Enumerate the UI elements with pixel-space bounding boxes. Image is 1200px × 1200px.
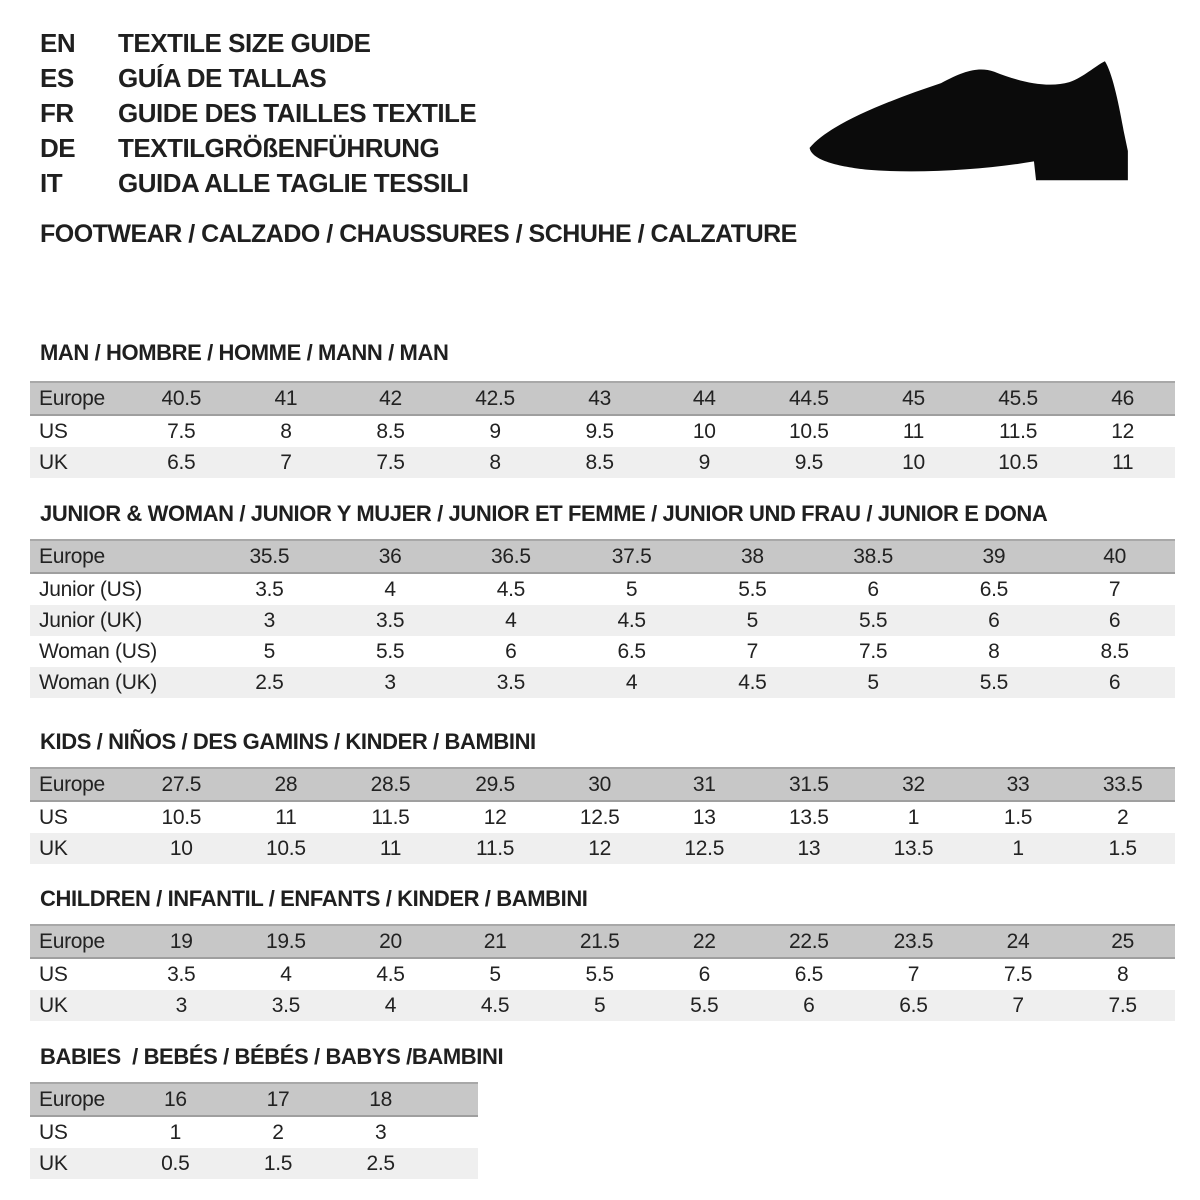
size-row	[30, 667, 1175, 698]
size-row	[30, 833, 1175, 864]
size-cell: 44	[652, 382, 757, 415]
size-cell: 31.5	[757, 768, 862, 801]
row-label: UK	[30, 990, 129, 1021]
size-cell: 39	[934, 540, 1055, 573]
size-cell: 7	[1108, 577, 1121, 601]
size-cell: 8.5	[547, 447, 652, 478]
size-cell: 4	[571, 667, 692, 698]
size-cell: 43	[547, 382, 652, 415]
size-cell: 6	[698, 962, 710, 986]
size-cell: 33	[966, 768, 1071, 801]
size-cell: 38.5	[813, 540, 934, 573]
size-cell: 6.5	[129, 447, 234, 478]
size-cell: 3.5	[255, 577, 284, 601]
size-cell: 22	[652, 925, 757, 958]
size-cell: 9.5	[585, 419, 614, 443]
size-row	[30, 990, 1175, 1021]
size-cell: 8.5	[376, 419, 405, 443]
language-label: GUIDE DES TAILLES TEXTILE	[118, 98, 477, 128]
size-cell: 8.5	[1100, 639, 1129, 663]
size-row	[30, 447, 1175, 478]
size-cell: 3	[330, 667, 451, 698]
size-cell: 28.5	[338, 768, 443, 801]
size-cell: 10	[129, 833, 234, 864]
size-cell: 9.5	[757, 447, 862, 478]
size-cell: 12	[483, 805, 507, 829]
size-cell: 10	[861, 447, 966, 478]
size-cell: 44.5	[757, 382, 862, 415]
size-cell: 4.5	[443, 990, 548, 1021]
size-cell: 40.5	[129, 382, 234, 415]
size-row	[30, 1083, 478, 1116]
size-cell: 1.5	[227, 1148, 330, 1179]
row-label: UK	[30, 1148, 124, 1179]
size-cell: 6	[934, 605, 1055, 636]
row-label: US	[39, 419, 68, 443]
spacer-cell	[432, 1083, 478, 1116]
size-cell: 10.5	[966, 447, 1071, 478]
size-cell: 8	[988, 639, 1000, 663]
size-cell: 40	[1054, 540, 1175, 573]
size-row	[30, 801, 1175, 833]
size-cell: 22.5	[757, 925, 862, 958]
spacer-cell	[432, 1148, 478, 1179]
size-cell: 4	[338, 990, 443, 1021]
size-table-kids	[30, 767, 1175, 864]
language-label: GUÍA DE TALLAS	[118, 63, 327, 93]
size-cell: 24	[966, 925, 1071, 958]
size-cell: 7.5	[167, 419, 196, 443]
language-code: FR	[40, 98, 74, 128]
row-label: Europe	[30, 768, 129, 801]
size-cell: 45	[861, 382, 966, 415]
row-label: US	[39, 805, 68, 829]
size-cell: 8	[443, 447, 548, 478]
size-cell: 2	[1116, 805, 1129, 829]
size-cell: 7.5	[1003, 962, 1033, 986]
language-label: TEXTILE SIZE GUIDE	[118, 28, 371, 58]
size-row	[30, 540, 1175, 573]
size-cell: 12	[547, 833, 652, 864]
size-cell: 36.5	[451, 540, 572, 573]
size-cell: 4.5	[496, 577, 526, 601]
size-cell: 2.5	[329, 1148, 432, 1179]
size-cell: 32	[861, 768, 966, 801]
size-cell: 27.5	[129, 768, 234, 801]
size-cell: 10.5	[161, 805, 202, 829]
size-row	[30, 1116, 478, 1148]
size-row	[30, 636, 1175, 667]
size-cell: 10.5	[234, 833, 339, 864]
size-cell: 1.5	[1070, 833, 1175, 864]
size-cell: 8	[1116, 962, 1129, 986]
size-cell: 3	[129, 990, 234, 1021]
language-row-es	[40, 61, 476, 96]
language-code: ES	[40, 63, 74, 93]
row-label: Woman (UK)	[30, 667, 209, 698]
size-cell: 4	[384, 577, 396, 601]
size-cell: 21	[443, 925, 548, 958]
size-cell: 11.5	[371, 805, 410, 829]
size-cell: 30	[547, 768, 652, 801]
language-list	[40, 26, 476, 201]
size-cell: 7	[966, 990, 1071, 1021]
size-cell: 13.5	[789, 805, 829, 829]
size-cell: 25	[1070, 925, 1175, 958]
language-row-de	[40, 131, 476, 166]
section-title-kids: KIDS / NIÑOS / DES GAMINS / KINDER / BAMBINI	[40, 729, 536, 754]
size-cell: 13.5	[861, 833, 966, 864]
size-cell: 1	[907, 805, 920, 829]
size-cell: 11	[275, 805, 297, 829]
size-cell: 12.5	[652, 833, 757, 864]
size-cell: 4	[451, 605, 572, 636]
size-cell: 9	[652, 447, 757, 478]
shoe-icon	[795, 52, 1155, 202]
size-cell: 6.5	[979, 577, 1009, 601]
row-label: Europe	[30, 1083, 124, 1116]
size-cell: 45.5	[966, 382, 1071, 415]
size-cell: 7	[907, 962, 920, 986]
size-cell: 38	[692, 540, 813, 573]
size-cell: 6	[757, 990, 862, 1021]
size-cell: 1	[169, 1120, 182, 1144]
size-cell: 19	[129, 925, 234, 958]
size-cell: 42.5	[443, 382, 548, 415]
size-cell: 5	[625, 577, 638, 601]
language-row-en	[40, 26, 476, 61]
size-cell: 5	[813, 667, 934, 698]
size-cell: 6.5	[617, 639, 646, 663]
size-table-babies	[30, 1082, 478, 1179]
size-cell: 5.5	[813, 605, 934, 636]
size-cell: 11	[1070, 447, 1175, 478]
size-cell: 12.5	[579, 805, 620, 829]
row-label: Junior (US)	[39, 577, 142, 601]
size-cell: 46	[1070, 382, 1175, 415]
language-row-fr	[40, 96, 476, 131]
size-cell: 29.5	[443, 768, 548, 801]
size-cell: 41	[234, 382, 339, 415]
section-title-junior-woman: JUNIOR & WOMAN / JUNIOR Y MUJER / JUNIOR ET FEMME / JUNIOR UND FRAU / JUNIOR E DONA	[40, 501, 1048, 526]
size-cell: 5	[547, 990, 652, 1021]
size-cell: 10	[692, 419, 716, 443]
row-label: UK	[30, 833, 129, 864]
size-cell: 5	[489, 962, 501, 986]
size-cell: 28	[234, 768, 339, 801]
size-cell: 5.5	[934, 667, 1055, 698]
size-cell: 2	[272, 1120, 284, 1144]
size-cell: 4	[280, 962, 292, 986]
row-label: Europe	[30, 382, 129, 415]
size-cell: 5.5	[585, 962, 614, 986]
language-code: EN	[40, 28, 76, 58]
row-label: US	[39, 962, 68, 986]
category-heading: FOOTWEAR / CALZADO / CHAUSSURES / SCHUHE / CALZATURE	[40, 220, 797, 248]
size-cell: 13	[692, 805, 716, 829]
size-cell: 11.5	[998, 419, 1038, 443]
size-cell: 5	[263, 639, 276, 663]
size-table-children	[30, 924, 1175, 1021]
size-cell: 5.5	[375, 639, 405, 663]
size-cell: 42	[338, 382, 443, 415]
size-cell: 18	[329, 1083, 432, 1116]
size-cell: 5.5	[738, 577, 767, 601]
size-cell: 37.5	[571, 540, 692, 573]
row-label: Europe	[30, 925, 129, 958]
section-title-man: MAN / HOMBRE / HOMME / MANN / MAN	[40, 340, 449, 365]
size-cell: 35.5	[209, 540, 330, 573]
size-cell: 3	[209, 605, 330, 636]
spacer-cell	[432, 1116, 478, 1148]
row-label: US	[39, 1120, 68, 1144]
size-cell: 31	[652, 768, 757, 801]
size-cell: 17	[227, 1083, 330, 1116]
size-cell: 7.5	[858, 639, 888, 663]
size-cell: 13	[757, 833, 862, 864]
size-cell: 23.5	[861, 925, 966, 958]
size-row	[30, 573, 1175, 605]
size-row	[30, 605, 1175, 636]
row-label: Junior (UK)	[30, 605, 209, 636]
size-cell: 36	[330, 540, 451, 573]
size-cell: 3.5	[330, 605, 451, 636]
size-row	[30, 1148, 478, 1179]
size-cell: 11	[338, 833, 443, 864]
size-cell: 3.5	[167, 962, 196, 986]
size-table-junior-woman	[30, 539, 1175, 698]
size-table-man	[30, 381, 1175, 478]
size-cell: 4.5	[692, 667, 813, 698]
size-cell: 7.5	[338, 447, 443, 478]
language-label: GUIDA ALLE TAGLIE TESSILI	[118, 168, 469, 198]
size-cell: 9	[489, 419, 501, 443]
size-cell: 3.5	[451, 667, 572, 698]
size-cell: 6	[1054, 667, 1175, 698]
size-cell: 33.5	[1070, 768, 1175, 801]
size-row	[30, 958, 1175, 990]
size-cell: 4.5	[376, 962, 405, 986]
size-cell: 21.5	[547, 925, 652, 958]
size-cell: 5.5	[652, 990, 757, 1021]
size-cell: 11.5	[443, 833, 548, 864]
size-row	[30, 925, 1175, 958]
size-row	[30, 415, 1175, 447]
size-cell: 3.5	[234, 990, 339, 1021]
size-cell: 3	[374, 1120, 387, 1144]
size-cell: 7	[234, 447, 339, 478]
size-cell: 1.5	[1003, 805, 1033, 829]
size-cell: 10.5	[789, 419, 829, 443]
size-cell: 11	[902, 419, 925, 443]
row-label: UK	[30, 447, 129, 478]
size-cell: 0.5	[124, 1148, 227, 1179]
size-row	[30, 768, 1175, 801]
size-cell: 5	[692, 605, 813, 636]
size-cell: 16	[124, 1083, 227, 1116]
size-cell: 8	[280, 419, 292, 443]
size-cell: 7	[746, 639, 759, 663]
section-title-babies: BABIES / BEBÉS / BÉBÉS / BABYS /BAMBINI	[40, 1044, 504, 1069]
size-cell: 6.5	[794, 962, 823, 986]
size-cell: 20	[338, 925, 443, 958]
row-label: Europe	[30, 540, 209, 573]
size-cell: 12	[1111, 419, 1135, 443]
size-row	[30, 382, 1175, 415]
size-cell: 6	[867, 577, 879, 601]
size-cell: 19.5	[234, 925, 339, 958]
size-cell: 1	[966, 833, 1071, 864]
language-code: IT	[40, 168, 63, 198]
size-cell: 6	[1054, 605, 1175, 636]
language-code: DE	[40, 133, 76, 163]
language-label: TEXTILGRÖßENFÜHRUNG	[118, 133, 440, 163]
size-cell: 6.5	[861, 990, 966, 1021]
row-label: Woman (US)	[39, 639, 157, 663]
size-cell: 6	[505, 639, 517, 663]
size-cell: 2.5	[209, 667, 330, 698]
size-cell: 7.5	[1070, 990, 1175, 1021]
language-row-it	[40, 166, 476, 201]
size-cell: 4.5	[571, 605, 692, 636]
section-title-children: CHILDREN / INFANTIL / ENFANTS / KINDER / BAMBINI	[40, 886, 588, 911]
